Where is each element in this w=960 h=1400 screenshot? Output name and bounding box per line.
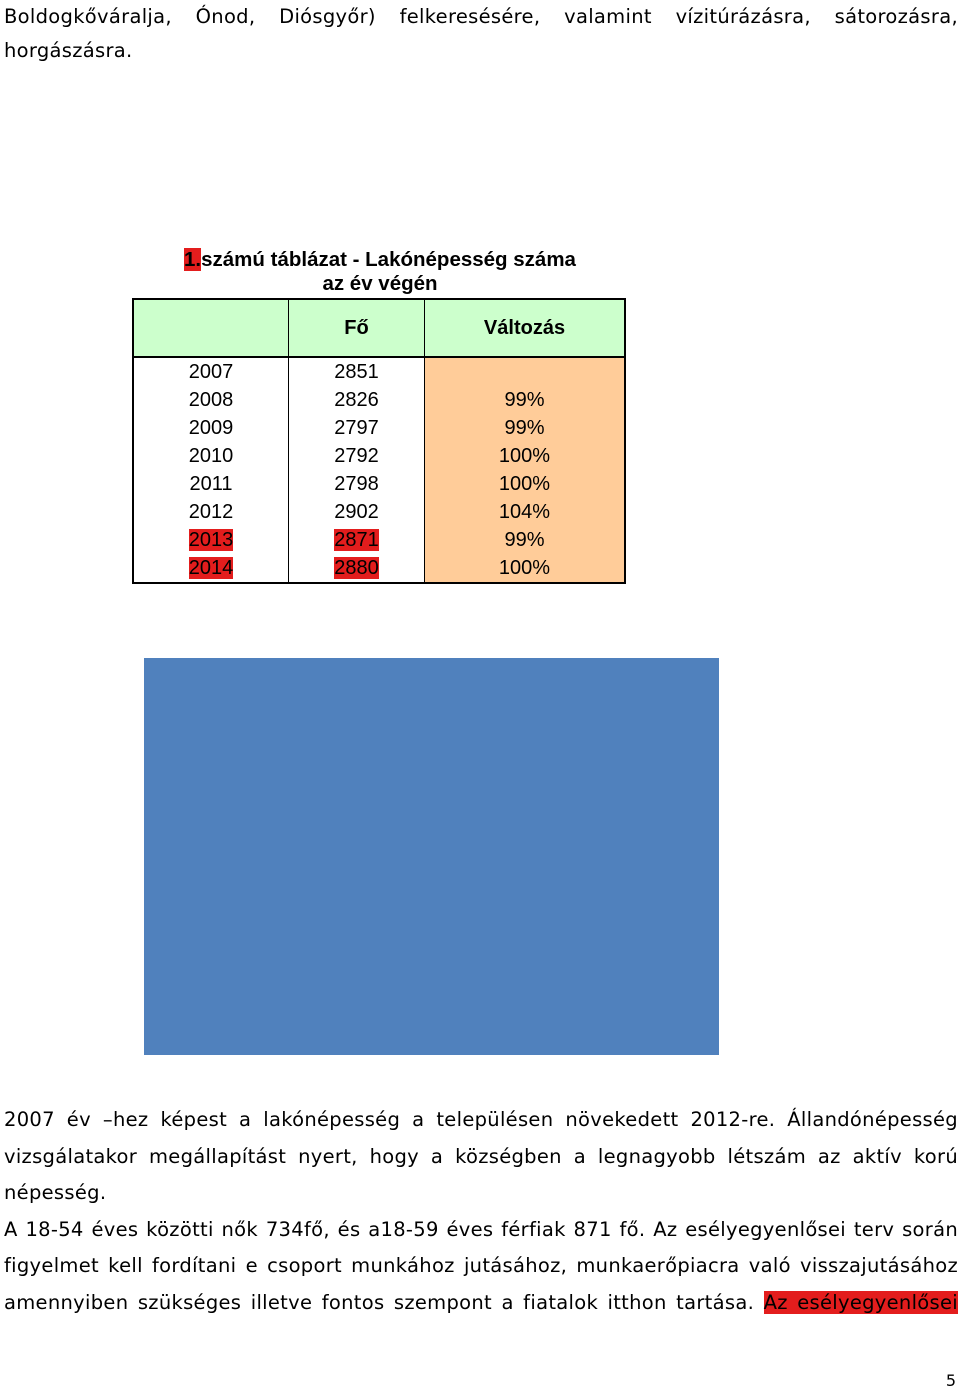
change-cell bbox=[425, 498, 626, 526]
table-row bbox=[133, 357, 625, 386]
paragraph-2-highlight: Az esélyegyenlősei bbox=[763, 1290, 959, 1314]
intro-word: vízitúrázásra, bbox=[675, 5, 811, 28]
table-row bbox=[133, 554, 625, 583]
chart-placeholder bbox=[144, 658, 719, 1055]
fo-cell-value: 2851 bbox=[334, 361, 379, 383]
intro-word: sátorozásra, bbox=[834, 5, 958, 28]
change-cell-value: 99% bbox=[504, 389, 545, 411]
change-cell-value: 99% bbox=[504, 529, 545, 551]
intro-word: Ónod, bbox=[195, 5, 256, 28]
year-cell-value: 2007 bbox=[188, 361, 234, 383]
table-title-text: számú táblázat - Lakónépesség száma bbox=[201, 248, 576, 271]
change-cell bbox=[425, 470, 626, 498]
year-cell-value: 2013 bbox=[188, 529, 234, 551]
fo-cell-value: 2798 bbox=[334, 473, 379, 495]
fo-cell bbox=[289, 357, 425, 386]
population-table bbox=[132, 298, 626, 584]
fo-cell-value: 2826 bbox=[334, 389, 379, 411]
table-row bbox=[133, 442, 625, 470]
year-cell bbox=[133, 442, 289, 470]
change-cell-value: 100% bbox=[498, 473, 551, 495]
fo-cell-value: 2880 bbox=[334, 557, 379, 579]
change-cell bbox=[425, 357, 626, 386]
paragraph-1-rest: vizsgálatakor megállapítást nyert, hogy a községben a legnagyobb létszám az aktív korú népesség. bbox=[4, 1144, 958, 1204]
table-title bbox=[130, 248, 630, 296]
fo-cell-value: 2792 bbox=[334, 445, 379, 467]
year-cell-value: 2012 bbox=[188, 501, 234, 523]
year-cell bbox=[133, 498, 289, 526]
intro-line-2: horgászásra. bbox=[4, 39, 133, 62]
year-cell-value: 2014 bbox=[188, 557, 234, 579]
table-body bbox=[133, 357, 625, 583]
year-cell bbox=[133, 414, 289, 442]
table-title-line-2: az év végén bbox=[322, 272, 438, 295]
year-cell-value: 2009 bbox=[188, 417, 234, 439]
year-cell-value: 2010 bbox=[188, 445, 234, 467]
year-cell bbox=[133, 357, 289, 386]
change-cell bbox=[425, 414, 626, 442]
intro-word: valamint bbox=[564, 5, 652, 28]
fo-cell bbox=[289, 554, 425, 583]
table-row bbox=[133, 386, 625, 414]
table-row bbox=[133, 526, 625, 554]
fo-cell-value: 2871 bbox=[334, 529, 379, 551]
fo-cell-value: 2797 bbox=[334, 417, 379, 439]
table-row bbox=[133, 414, 625, 442]
change-cell-value: 100% bbox=[498, 445, 551, 467]
change-cell-value: 99% bbox=[504, 417, 545, 439]
intro-text bbox=[4, 0, 958, 68]
change-cell bbox=[425, 386, 626, 414]
intro-word: Diósgyőr) bbox=[279, 5, 376, 28]
intro-word: Boldogkőváralja, bbox=[4, 5, 172, 28]
change-cell bbox=[425, 554, 626, 583]
fo-cell bbox=[289, 414, 425, 442]
fo-cell bbox=[289, 386, 425, 414]
change-cell-value: 104% bbox=[498, 501, 551, 523]
year-cell bbox=[133, 526, 289, 554]
paragraph-2 bbox=[4, 1212, 958, 1322]
table-title-number: 1. bbox=[184, 248, 202, 271]
header-year bbox=[133, 299, 289, 357]
fo-cell bbox=[289, 470, 425, 498]
paragraph-1-line-1: 2007 év –hez képest a lakónépesség a településen növekedett 2012-re. Állandónépesség bbox=[4, 1108, 958, 1131]
intro-line-1 bbox=[4, 0, 958, 34]
year-cell-value: 2008 bbox=[188, 389, 234, 411]
fo-cell bbox=[289, 442, 425, 470]
table-row bbox=[133, 498, 625, 526]
fo-cell bbox=[289, 498, 425, 526]
header-fo-label: Fő bbox=[344, 317, 369, 339]
header-change: Változás bbox=[425, 299, 626, 357]
change-cell bbox=[425, 526, 626, 554]
year-cell-value: 2011 bbox=[189, 473, 233, 495]
change-cell bbox=[425, 442, 626, 470]
fo-cell-value: 2902 bbox=[334, 501, 379, 523]
year-cell bbox=[133, 386, 289, 414]
year-cell bbox=[133, 554, 289, 583]
intro-word: felkeresésére, bbox=[399, 5, 541, 28]
fo-cell bbox=[289, 526, 425, 554]
table-row bbox=[133, 470, 625, 498]
year-cell bbox=[133, 470, 289, 498]
table-header-row bbox=[133, 299, 625, 357]
paragraph-2-text: A 18-54 éves közötti nők 734fő, és a18-59 éves férfiak 871 fő. Az esélyegyenlősei terv során figyelmet kell fordítani e csoport munkához jutásához, munkaerőpiacra való visszajutásához amennyiben szükséges illetve fontos szempont a fiatalok itthon tartása. bbox=[4, 1217, 958, 1314]
change-cell-value: 100% bbox=[498, 557, 551, 579]
header-fo bbox=[289, 299, 425, 357]
body-text bbox=[4, 1102, 958, 1321]
page-number: 5 bbox=[945, 1371, 956, 1390]
